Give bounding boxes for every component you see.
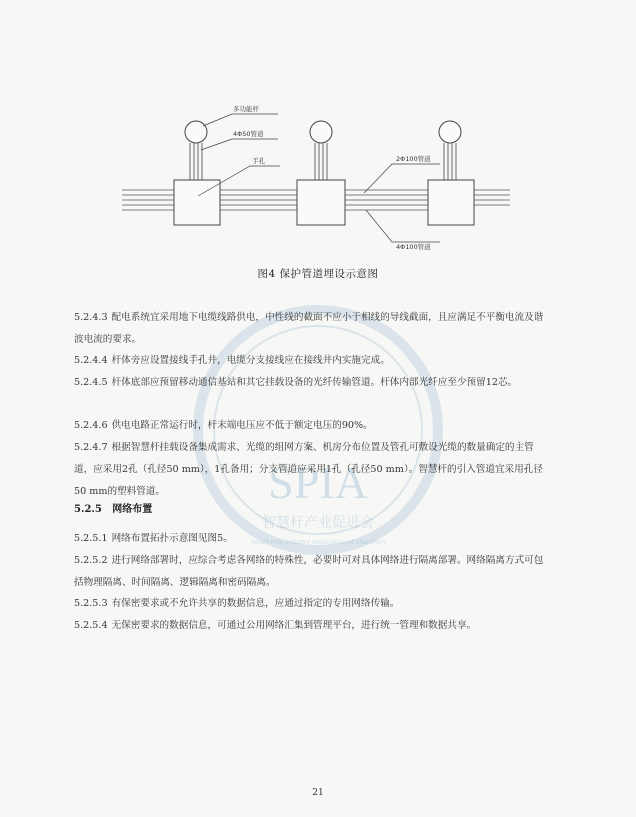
section-heading: 5.2.5 网络布置 <box>74 504 153 515</box>
label-pole: 多功能杆 <box>233 105 259 113</box>
pole-2 <box>310 121 332 180</box>
handhole-box-1 <box>174 180 220 225</box>
paragraph-5-2-4-7: 5.2.4.7 根据智慧杆挂载设备集成需求、光缆的组网方案、机房分布位置及管孔可敷设光缆的数量确定的主管道，应采用2孔（孔径50 mm），1孔备用；分支管道应采用1孔（孔径50 mm）。智慧杆的引入管道宜采用孔径50 mm的塑料管道。 <box>74 442 543 497</box>
label-handhole: 手孔 <box>252 157 265 165</box>
watermark-abbr: SPIA <box>268 457 368 508</box>
pole-3 <box>439 121 461 180</box>
handhole-box-2 <box>297 180 345 225</box>
handhole-box-3 <box>428 180 474 225</box>
label-pipe50: 4Φ50管道 <box>233 130 264 138</box>
paragraph-5-2-5-3: 5.2.5.3 有保密要求或不允许共享的数据信息，应通过指定的专用网络传输。 <box>74 598 400 609</box>
paragraph-5-2-4-5: 5.2.4.5 杆体底部应预留移动通信基站和其它挂载设备的光纤传输管道。杆体内部光纤应至少预留12芯。 <box>74 377 518 388</box>
watermark-en: Smart Pole Industry Association of Shenzhen <box>250 539 386 546</box>
label-pipe100-4: 4Φ100管道 <box>396 243 431 251</box>
watermark-cn: 智慧杆产业促进会 <box>262 515 374 531</box>
paragraph-5-2-5-2: 5.2.5.2 进行网络部署时，应综合考虑各网络的特殊性，必要时可对具体网络进行隔离部署。网络隔离方式可包括物理隔离、时间隔离、逻辑隔离和密码隔离。 <box>74 555 544 588</box>
pole-1 <box>185 121 207 180</box>
label-pipe100-2: 2Φ100管道 <box>396 155 431 163</box>
paragraph-5-2-4-4: 5.2.4.4 杆体旁应设置接线手孔井，电缆分支接线应在接线井内实施完成。 <box>74 355 390 366</box>
page-number: 21 <box>312 788 324 798</box>
paragraph-5-2-4-3: 5.2.4.3 配电系统宜采用地下电缆线路供电，中性线的截面不应小于相线的导线截面，且应满足不平衡电流及谐波电流的要求。 <box>74 312 544 345</box>
paragraph-5-2-5-1: 5.2.5.1 网络布置拓扑示意图见图5。 <box>74 533 233 544</box>
figure-caption: 图4 保护管道埋设示意图 <box>257 268 379 280</box>
paragraph-5-2-5-4: 5.2.5.4 无保密要求的数据信息，可通过公用网络汇集到管理平台，进行统一管理和数据共享。 <box>74 620 477 631</box>
paragraph-5-2-4-6: 5.2.4.6 供电电路正常运行时，杆末端电压应不低于额定电压的90%。 <box>74 420 373 431</box>
pipe-burial-diagram <box>0 0 636 265</box>
